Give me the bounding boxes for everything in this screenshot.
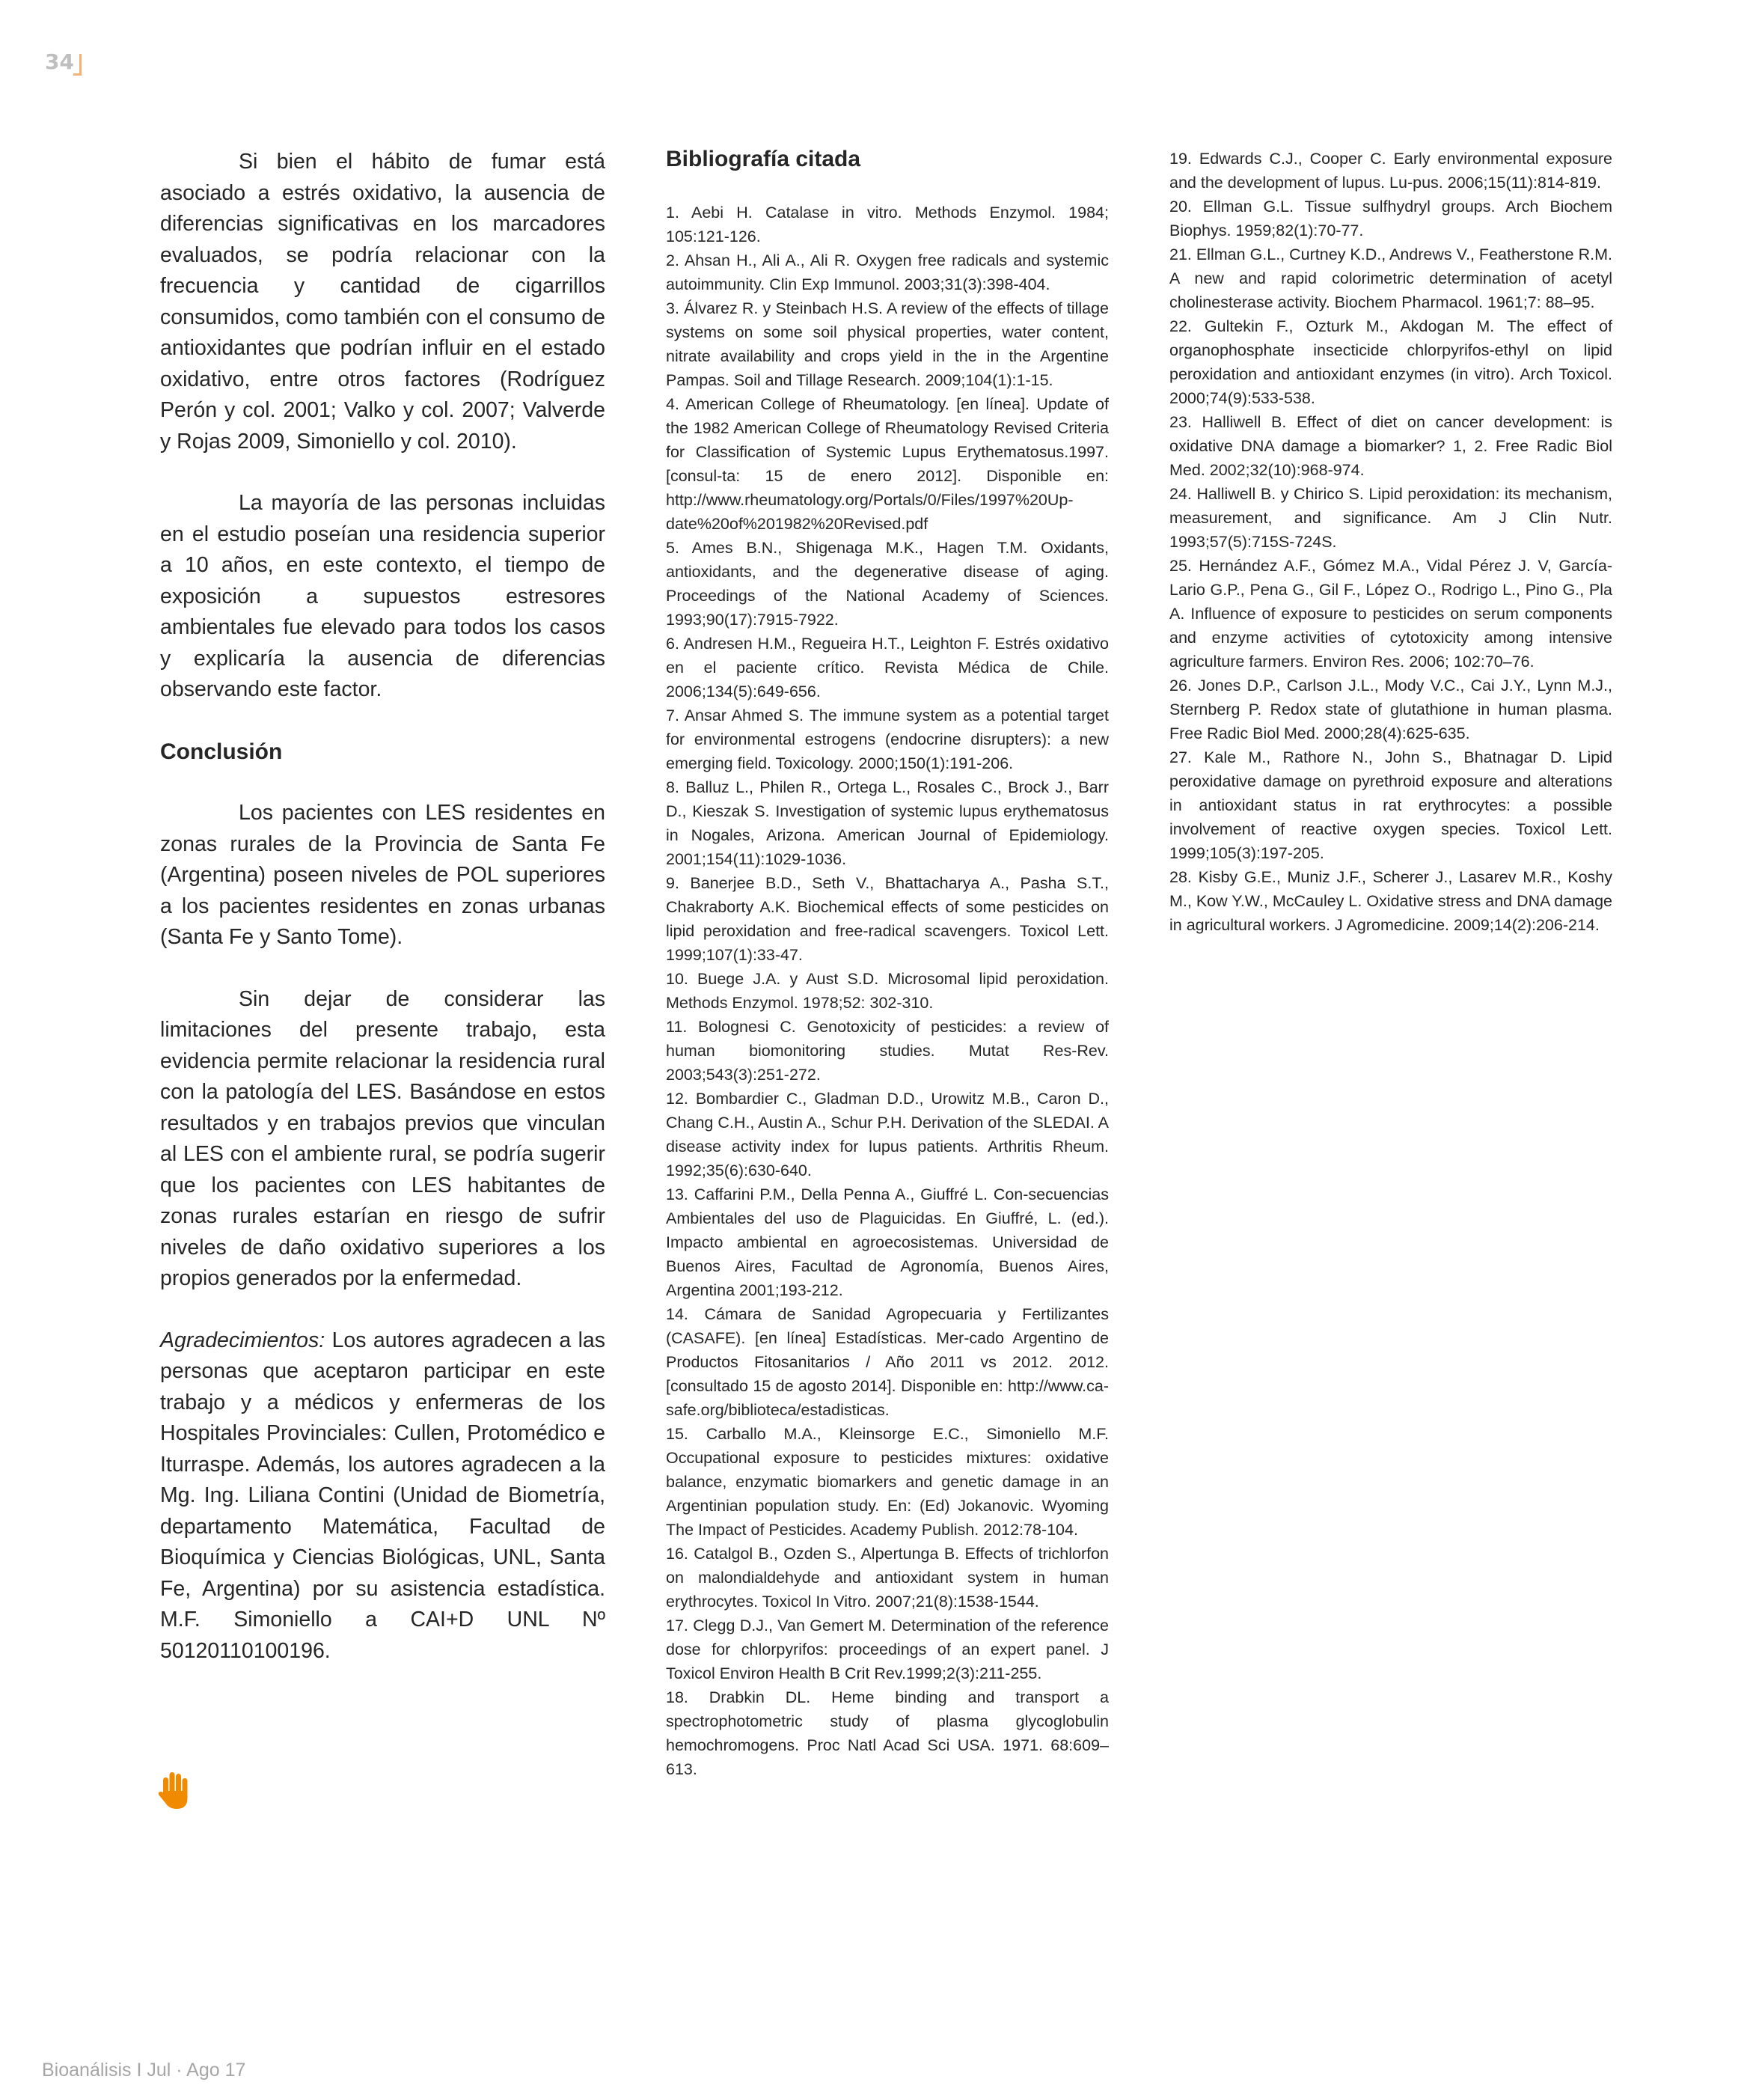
- reference-item: 1. Aebi H. Catalase in vitro. Methods Enzymol. 1984; 105:121-126.: [666, 204, 1109, 245]
- body-paragraph-conclusion: Los pacientes con LES residentes en zonas rurales de la Provincia de Santa Fe (Argentina) poseen niveles de POL superiores a los pacientes residentes en zonas urbanas (Santa Fe y Santo Tome).: [160, 801, 605, 949]
- reference-item: 16. Catalgol B., Ozden S., Alpertunga B. Effects of trichlorfon on malondialdehyde and antioxidant system in human erythrocytes. Toxicol In Vitro. 2007;21(8):1538-1544.: [666, 1545, 1109, 1611]
- acknowledgements-text: Los autores agradecen a las personas que aceptaron participar en este trabajo y a médicos y enfermeras de los Hospitales Provinciales: Cullen, Protomédico e Iturraspe. Además, los autores agradecen a la Mg. Ing. Liliana Contini (Unidad de Biometría, departamento Matemática, Facultad de Bioquímica y Ciencias Biológicas, UNL, Santa Fe, Argentina) por su asistencia estadística. M.F. Simoniello a CAI+D UNL Nº 50120110100196.: [160, 1328, 605, 1663]
- bibliography-title: Bibliografía citada: [666, 147, 861, 171]
- body-paragraph-smoking: Si bien el hábito de fumar está asociado a estrés oxidativo, la ausencia de diferencias significativas en los marcadores evaluados, se podría relacionar con la frecuencia y cantidad de cigarrillos consumidos, como también con el consumo de antioxidantes que podrían influir en el estado oxidativo, entre otros factores (Rodríguez Perón y col. 2001; Valko y col. 2007; Valverde y Rojas 2009, Simoniello y col. 2010).: [160, 150, 605, 454]
- acknowledgements-label: Agradecimientos:: [160, 1328, 325, 1352]
- bibliography-column-2: [1169, 147, 1612, 937]
- conclusion-heading: Conclusión: [160, 739, 283, 764]
- reference-item: 5. Ames B.N., Shigenaga M.K., Hagen T.M. Oxidants, antioxidants, and the degenerative disease of aging. Proceedings of the National Academy of Sciences. 1993;90(17):7915-7922.: [666, 539, 1109, 629]
- reference-list-part-2: [1169, 147, 1612, 937]
- reference-item: 10. Buege J.A. y Aust S.D. Microsomal lipid peroxidation. Methods Enzymol. 1978;52: 302-310.: [666, 970, 1109, 1012]
- reference-item: 14. Cámara de Sanidad Agropecuaria y Fertilizantes (CASAFE). [en línea] Estadísticas. Mer-cado Argentino de Productos Fitosanitarios / Año 2011 vs 2012. 2012. [consultado 15 de agosto 2014]. Disponible en: http://www.ca-safe.org/biblioteca/estadisticas.: [666, 1305, 1109, 1419]
- reference-item: 2. Ahsan H., Ali A., Ali R. Oxygen free radicals and systemic autoimmunity. Clin Exp Immunol. 2003;31(3):398-404.: [666, 251, 1109, 293]
- reference-item: 26. Jones D.P., Carlson J.L., Mody V.C., Cai J.Y., Lynn M.J., Sternberg P. Redox state of glutathione in human plasma. Free Radic Biol Med. 2000;28(4):625-635.: [1169, 677, 1612, 742]
- reference-item: 11. Bolognesi C. Genotoxicity of pesticides: a review of human biomonitoring studies. Mutat Res-Rev. 2003;543(3):251-272.: [666, 1018, 1109, 1084]
- body-paragraph-residence: La mayoría de las personas incluidas en el estudio poseían una residencia superior a 10 años, en este contexto, el tiempo de exposición a supuestos estresores ambientales fue elevado para todos los casos y explicaría la ausencia de diferencias observando este factor.: [160, 491, 605, 701]
- reference-item: 20. Ellman G.L. Tissue sulfhydryl groups. Arch Biochem Biophys. 1959;82(1):70-77.: [1169, 198, 1612, 239]
- reference-item: 18. Drabkin DL. Heme binding and transport a spectrophotometric study of plasma glycoglobulin hemochromogens. Proc Natl Acad Sci USA. 1971. 68:609–613.: [666, 1688, 1109, 1778]
- page-footer: Bioanálisis I Jul · Ago 17: [42, 2060, 246, 2081]
- raised-hand-icon: [159, 1770, 193, 1810]
- left-column: [160, 147, 605, 1667]
- reference-item: 13. Caffarini P.M., Della Penna A., Giuffré L. Con-secuencias Ambientales del uso de Plaguicidas. En Giuffré, L. (ed.). Impacto ambiental en agroecosistemas. Universidad de Buenos Aires, Facultad de Agronomía, Buenos Aires, Argentina 2001;193-212.: [666, 1185, 1109, 1299]
- reference-item: 6. Andresen H.M., Regueira H.T., Leighton F. Estrés oxidativo en el paciente crítico. Revista Médica de Chile. 2006;134(5):649-656.: [666, 635, 1109, 700]
- acknowledgements-paragraph: [160, 1325, 605, 1667]
- reference-item: 23. Halliwell B. Effect of diet on cancer development: is oxidative DNA damage a biomarker? 1, 2. Free Radic Biol Med. 2002;32(10):968-974.: [1169, 413, 1612, 479]
- reference-item: 7. Ansar Ahmed S. The immune system as a potential target for environmental estrogens (endocrine disrupters): a new emerging field. Toxicology. 2000;150(1):191-206.: [666, 706, 1109, 772]
- reference-item: 21. Ellman G.L., Curtney K.D., Andrews V., Featherstone R.M. A new and rapid colorimetric determination of acetyl cholinesterase activity. Biochem Pharmacol. 1961;7: 88–95.: [1169, 245, 1612, 311]
- bibliography-column-1: [666, 147, 1109, 1781]
- reference-item: 25. Hernández A.F., Gómez M.A., Vidal Pérez J. V, García-Lario G.P., Pena G., Gil F., López O., Rodrigo L., Pino G., Pla A. Influence of exposure to pesticides on serum components and enzyme activities of cytotoxicity among intensive agriculture farmers. Environ Res. 2006; 102:70–76.: [1169, 557, 1612, 671]
- reference-item: 8. Balluz L., Philen R., Ortega L., Rosales C., Brock J., Barr D., Kieszak S. Investigation of systemic lupus erythematosus in Nogales, Arizona. American Journal of Epidemiology. 2001;154(11):1029-1036.: [666, 778, 1109, 868]
- reference-item: 3. Álvarez R. y Steinbach H.S. A review of the effects of tillage systems on some soil physical properties, water content, nitrate availability and crops yield in the in the Argentine Pampas. Soil and Tillage Research. 2009;104(1):1-15.: [666, 299, 1109, 389]
- reference-item: 27. Kale M., Rathore N., John S., Bhatnagar D. Lipid peroxidative damage on pyrethroid exposure and alterations in antioxidant status in rat erythrocytes: a possible involvement of reactive oxygen species. Toxicol Lett. 1999;105(3):197-205.: [1169, 748, 1612, 862]
- page-number: 34: [45, 49, 74, 74]
- reference-item: 9. Banerjee B.D., Seth V., Bhattacharya A., Pasha S.T., Chakraborty A.K. Biochemical effects of some pesticides on lipid peroxidation and free-radical scavengers. Toxicol Lett. 1999;107(1):33-47.: [666, 874, 1109, 964]
- body-paragraph-limitations: Sin dejar de considerar las limitaciones del presente trabajo, esta evidencia permite relacionar la residencia rural con la patología del LES. Basándose en estos resultados y en trabajos previos que vinculan al LES con el ambiente rural, se podría sugerir que los pacientes con LES habitantes de zonas rurales estarían en riesgo de sufrir niveles de daño oxidativo superiores a los propios generados por la enfermedad.: [160, 986, 605, 1290]
- reference-item: 15. Carballo M.A., Kleinsorge E.C., Simoniello M.F. Occupational exposure to pesticides mixtures: oxidative balance, enzymatic biomarkers and genetic damage in an Argentinian population study. En: (Ed) Jokanovic. Wyoming The Impact of Pesticides. Academy Publish. 2012:78-104.: [666, 1425, 1109, 1539]
- reference-item: 22. Gultekin F., Ozturk M., Akdogan M. The effect of organophosphate insecticide chlorpyrifos-ethyl on lipid peroxidation and antioxidant enzymes (in vitro). Arch Toxicol. 2000;74(9):533-538.: [1169, 317, 1612, 407]
- reference-item: 17. Clegg D.J., Van Gemert M. Determination of the reference dose for chlorpyrifos: proceedings of an expert panel. J Toxicol Environ Health B Crit Rev.1999;2(3):211-255.: [666, 1617, 1109, 1682]
- reference-item: 12. Bombardier C., Gladman D.D., Urowitz M.B., Caron D., Chang C.H., Austin A., Schur P.H. Derivation of the SLEDAI. A disease activity index for lupus patients. Arthritis Rheum. 1992;35(6):630-640.: [666, 1090, 1109, 1179]
- reference-list-part-1: [666, 201, 1109, 1781]
- reference-item: 28. Kisby G.E., Muniz J.F., Scherer J., Lasarev M.R., Koshy M., Kow Y.W., McCauley L. Oxidative stress and DNA damage in agricultural workers. J Agromedicine. 2009;14(2):206-214.: [1169, 868, 1612, 934]
- page-number-corner-mark: [73, 54, 82, 76]
- reference-item: 19. Edwards C.J., Cooper C. Early environmental exposure and the development of lupus. Lu-pus. 2006;15(11):814-819.: [1169, 150, 1612, 192]
- reference-item: 24. Halliwell B. y Chirico S. Lipid peroxidation: its mechanism, measurement, and significance. Am J Clin Nutr. 1993;57(5):715S-724S.: [1169, 485, 1612, 551]
- reference-item: 4. American College of Rheumatology. [en línea]. Update of the 1982 American College of Rheumatology Revised Criteria for Classification of Systemic Lupus Erythematosus.1997. [consul-ta: 15 de enero 2012]. Disponible en: http://www.rheumatology.org/Portals/0/Files/1997%20Up-date%20of%201982%20Revised.pdf: [666, 395, 1109, 533]
